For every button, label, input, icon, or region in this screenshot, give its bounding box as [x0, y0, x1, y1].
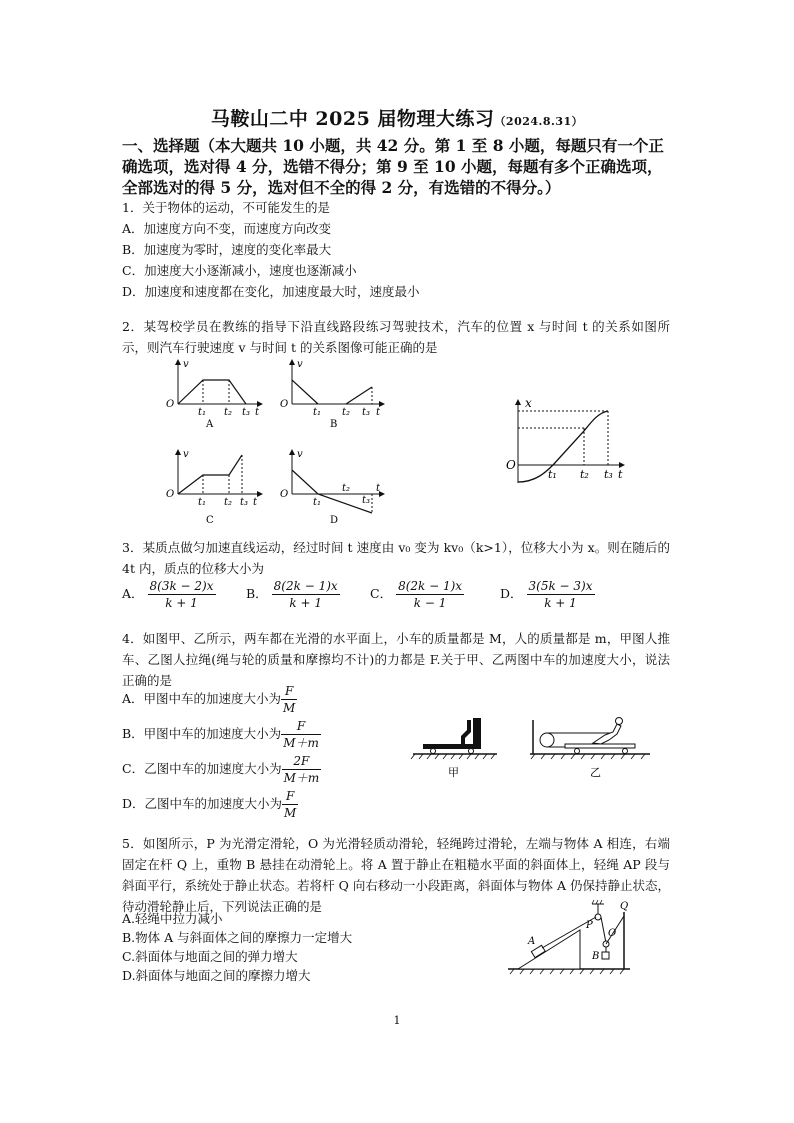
graph-d-o: O — [280, 489, 289, 500]
graph-b-label: B — [330, 419, 338, 430]
graph-d-t1: t₁ — [313, 497, 322, 508]
q3-option-b-frac — [272, 578, 340, 611]
graph-c-t: t — [253, 497, 258, 508]
q1-option-b: B．加速度为零时，速度的变化率最大 — [122, 242, 332, 257]
graph-b-t1: t₁ — [313, 407, 322, 418]
graph-c-t3: t₃ — [240, 497, 249, 508]
q3-option-c-label: C． — [370, 586, 393, 601]
q3-c-den: k − 1 — [413, 596, 447, 610]
q3-option-b — [246, 578, 340, 611]
q1-option-c: C．加速度大小逐渐减小，速度也逐渐减小 — [122, 263, 357, 278]
graph-d-t: t — [376, 483, 381, 494]
q4-b-den: M＋m — [283, 736, 319, 750]
graph-a-label: A — [206, 419, 214, 430]
q4-b-num: F — [281, 718, 321, 735]
q3-option-c — [370, 578, 464, 611]
q4-d-num: F — [282, 788, 298, 805]
q4-b-frac — [281, 718, 321, 751]
q4-option-b — [122, 718, 321, 751]
page-title — [0, 104, 794, 131]
q5-option-d: D.斜面体与地面之间的摩擦力增大 — [122, 968, 311, 983]
q2-graphs — [0, 355, 794, 535]
q5-fig-p: P — [586, 920, 593, 931]
q5-stem: 5．如图所示，P 为光滑定滑轮，O 为光滑轻质动滑轮，轻绳跨过滑轮，左端与物体 A 相连，右端固定在杆 Q 上，重物 B 悬挂在动滑轮上。将 A 置于静止在粗糙水平面的斜面体上，轻绳 AP 段与斜面平行，系统处于静止状态。若将杆 Q 向右移动一小段距离，斜面体与物体 A 仍保持静止状态，待动滑轮静止后，下列说法正确的是 — [122, 836, 670, 914]
graph-xt-t2: t₂ — [580, 468, 589, 481]
q4-option-c-text: C．乙图中车的加速度大小为 — [122, 761, 282, 776]
q3-option-a-frac — [148, 578, 216, 611]
q3-a-den: k + 1 — [165, 596, 198, 610]
q5-fig-a: A — [528, 936, 536, 947]
q5-fig-o: O — [608, 928, 617, 939]
graph-b-t2: t₂ — [342, 407, 351, 418]
q4-c-num: 2F — [282, 753, 322, 770]
q3-b-num: 8(2k − 1)x — [273, 579, 338, 593]
graph-xt — [506, 396, 624, 483]
q5-fig-q: Q — [620, 901, 629, 912]
graph-xt-t1: t₁ — [548, 468, 557, 481]
graph-a-v: v — [183, 359, 189, 370]
q5-fig-b: B — [592, 951, 600, 962]
graph-a-t2: t₂ — [224, 407, 233, 418]
q3-stem: 3．某质点做匀加速直线运动，经过时间 t 速度由 v₀ 变为 kv₀（k>1），位移大小为 x。则在随后的 4t 内，质点的位移大小为 — [122, 540, 670, 576]
q5-option-b: B.物体 A 与斜面体之间的摩擦力一定增大 — [122, 930, 353, 945]
graph-b-t: t — [376, 407, 381, 418]
graph-c-t1: t₁ — [198, 497, 207, 508]
q3-option-a-label: A． — [122, 586, 144, 601]
graph-b-v: v — [297, 359, 303, 370]
figure-jia — [411, 718, 497, 779]
q3-option-b-label: B． — [246, 586, 268, 601]
figure-yi — [530, 718, 650, 780]
q4-option-a — [122, 683, 297, 716]
graph-xt-o: O — [506, 458, 516, 472]
q4-option-a-text: A．甲图中车的加速度大小为 — [122, 691, 282, 706]
q4-c-den: M＋m — [283, 771, 320, 785]
q1-option-d: D．加速度和速度都在变化，加速度最大时，速度最小 — [122, 284, 420, 299]
graph-c-o: O — [166, 489, 175, 500]
graph-xt-x: x — [525, 396, 532, 410]
q4-d-frac — [282, 788, 298, 821]
q3-a-num: 8(3k − 2)x — [149, 579, 214, 593]
q4-option-b-text: B．甲图中车的加速度大小为 — [122, 726, 282, 741]
q4-figures — [405, 710, 665, 790]
q3-option-d — [500, 578, 595, 611]
q4-option-c — [122, 753, 321, 786]
graph-c — [166, 449, 262, 526]
q5-option-a: A.轻绳中拉力减小 — [122, 911, 223, 926]
figure-yi-label: 乙 — [590, 766, 601, 779]
title-date: （2024.8.31） — [494, 115, 584, 128]
graph-c-t2: t₂ — [224, 497, 233, 508]
q4-d-den: M — [284, 806, 297, 820]
q3-option-a — [122, 578, 216, 611]
q5-option-c: C.斜面体与地面之间的弹力增大 — [122, 949, 298, 964]
graph-a-t3: t₃ — [242, 407, 251, 418]
q3-d-den: k + 1 — [544, 596, 577, 610]
section-heading: 一、选择题（本大题共 10 小题，共 42 分。第 1 至 8 小题，每题只有一个正确选项，选对得 4 分，选错不得分；第 9 至 10 小题，每题有多个正确选项，全部选对的得 5 分，选对但不全的得 2 分，有选错的不得分。） — [122, 136, 664, 197]
graph-c-v: v — [183, 449, 189, 460]
page-number: 1 — [393, 1014, 401, 1027]
graph-a-t1: t₁ — [198, 407, 207, 418]
graph-d-t3: t₃ — [362, 495, 371, 506]
graph-a-o: O — [166, 399, 175, 410]
q4-a-frac — [281, 683, 297, 716]
q3-option-d-label: D． — [500, 586, 523, 601]
graph-xt-t: t — [618, 468, 623, 481]
q4-option-d — [122, 788, 298, 821]
q4-c-frac — [282, 753, 322, 786]
q3-b-den: k + 1 — [289, 596, 322, 610]
q3-c-num: 8(2k − 1)x — [398, 579, 463, 593]
graph-c-label: C — [206, 515, 214, 526]
graph-a — [166, 359, 262, 430]
q3-d-num: 3(5k − 3)x — [528, 579, 593, 593]
graph-b — [280, 359, 384, 430]
graph-d-v: v — [297, 449, 303, 460]
graph-a-t: t — [255, 407, 260, 418]
graph-b-t3: t₃ — [362, 407, 371, 418]
q5-figure — [500, 898, 650, 978]
q4-a-den: M — [283, 701, 296, 715]
q4-stem: 4．如图甲、乙所示，两车都在光滑的水平面上，小车的质量都是 M，人的质量都是 m，甲图人推车、乙图人拉绳(绳与轮的质量和摩擦均不计)的力都是 F.关于甲、乙两图中车的加速度大小，说法正确的是 — [122, 631, 670, 688]
graph-xt-t3: t₃ — [604, 468, 613, 481]
q3-option-d-frac — [527, 578, 595, 611]
graph-d — [280, 449, 384, 526]
q4-option-d-text: D．乙图中车的加速度大小为 — [122, 796, 283, 811]
graph-b-o: O — [280, 399, 289, 410]
graph-d-label: D — [330, 515, 339, 526]
q1-option-a: A．加速度方向不变，而速度方向改变 — [122, 221, 332, 236]
graph-d-t2: t₂ — [342, 483, 351, 494]
title-main: 马鞍山二中 2025 届物理大练习 — [210, 108, 495, 130]
q1-stem: 1．关于物体的运动，不可能发生的是 — [122, 200, 330, 215]
figure-jia-label: 甲 — [448, 766, 459, 779]
q4-a-num: F — [281, 683, 297, 700]
q2-stem: 2．某驾校学员在教练的指导下沿直线路段练习驾驶技术，汽车的位置 x 与时间 t 的关系如图所示，则汽车行驶速度 v 与时间 t 的关系图像可能正确的是 — [122, 319, 670, 355]
q3-option-c-frac — [396, 578, 464, 611]
